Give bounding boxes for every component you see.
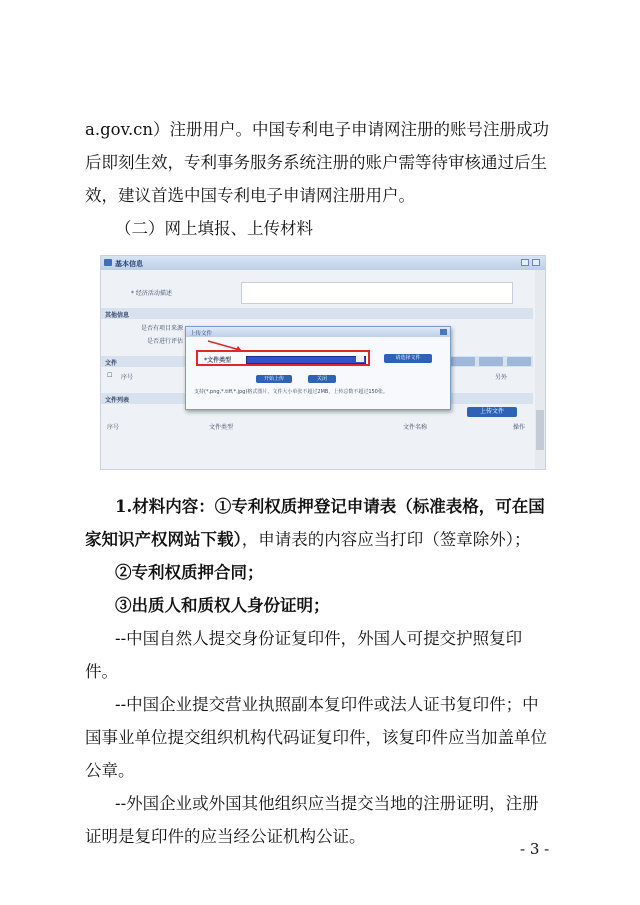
enterprise-line-3: 公章。 xyxy=(85,761,135,780)
natural-person-line-2: 件。 xyxy=(85,662,118,681)
activity-textarea[interactable] xyxy=(241,282,513,304)
natural-person-line-1: --中国自然人提交身份证复印件，外国人可提交护照复印 xyxy=(115,629,523,648)
embedded-screenshot xyxy=(100,255,546,470)
dialog-titlebar xyxy=(186,327,450,337)
checkbox-icon[interactable]: ☐ xyxy=(107,372,113,379)
choose-file-button[interactable]: 请选择文件 xyxy=(384,354,432,363)
file-type-select[interactable] xyxy=(246,356,366,364)
close-icon[interactable] xyxy=(532,259,540,266)
col-seq-header: 序号 xyxy=(107,424,120,431)
chevron-down-icon[interactable] xyxy=(356,356,364,362)
dialog-close-icon[interactable] xyxy=(440,329,447,335)
scrollbar[interactable] xyxy=(535,270,545,469)
file-type-highlight xyxy=(196,350,370,366)
upload-file-button[interactable]: 上传文件 xyxy=(467,407,517,417)
foreign-line-2: 证明是复印件的应当经公证机构公证。 xyxy=(85,827,366,846)
file-list-section: 文件列表 xyxy=(101,393,533,404)
enterprise-line-2: 国事业单位提交组织机构代码证复印件，该复印件应当加盖单位 xyxy=(85,728,547,747)
start-upload-button[interactable]: 开始上传 xyxy=(256,375,292,383)
upload-hint: 支持(*.png,*.tiff,*.jpg)格式图片，文件大小单张不超过2MB，上传总数不超过150张。 xyxy=(194,389,388,395)
upload-dialog xyxy=(185,326,451,410)
col-type-header: 文件类型 xyxy=(209,424,234,431)
activity-label: * 经济活动描述 xyxy=(131,290,172,297)
col-name-header: 文件名称 xyxy=(403,424,428,431)
other-info-section: 其他信息 xyxy=(101,308,533,319)
paragraph-line-1: a.gov.cn）注册用户。中国专利电子申请网注册的账号注册成功 xyxy=(85,120,550,139)
window-icon xyxy=(104,259,112,266)
toolbar-button-3[interactable] xyxy=(507,357,531,366)
evaluation-label: 是否进行评估 xyxy=(147,338,184,345)
material-content-line-1: 1.材料内容：①专利权质押登记申请表（标准表格，可在国 xyxy=(115,497,545,516)
screenshot-titlebar xyxy=(101,256,545,270)
screenshot-title: 基本信息 xyxy=(115,260,143,268)
identity-proof-line: ③出质人和质权人身份证明； xyxy=(115,596,330,615)
paragraph-line-3: 效，建议首选中国专利电子申请网注册用户。 xyxy=(85,186,415,205)
material-content-line-2 xyxy=(85,530,565,550)
scrollbar-thumb[interactable] xyxy=(536,410,544,450)
print-note: ，申请表的内容应当打印（签章除外）； xyxy=(241,530,531,549)
file-type-label: *文件类型 xyxy=(204,357,232,364)
page-number: - 3 - xyxy=(520,840,550,858)
section-heading: （二）网上填报、上传材料 xyxy=(115,219,313,238)
col-op-header: 操作 xyxy=(513,424,526,431)
pledge-contract-line: ②专利权质押合同； xyxy=(115,563,264,582)
toolbar-button-1[interactable] xyxy=(451,357,475,366)
file-section: 文件 xyxy=(101,356,533,367)
dialog-title: 上传文件 xyxy=(190,331,213,337)
seq-label: 序号 xyxy=(121,374,134,381)
project-source-label: 是否有项目来源 xyxy=(141,325,184,332)
minimize-icon[interactable] xyxy=(521,259,529,266)
dialog-close-button[interactable]: 关闭 xyxy=(308,375,336,383)
ops-label: 另外 xyxy=(495,374,508,381)
paragraph-line-2: 后即刻生效，专利事务服务系统注册的账户需等待审核通过后生 xyxy=(85,153,547,172)
foreign-line-1: --外国企业或外国其他组织应当提交当地的注册证明，注册 xyxy=(115,794,539,813)
download-note: 家知识产权网站下载） xyxy=(85,530,242,549)
enterprise-line-1: --中国企业提交营业执照副本复印件或法人证书复印件；中 xyxy=(115,695,539,714)
toolbar-button-2[interactable] xyxy=(479,357,503,366)
